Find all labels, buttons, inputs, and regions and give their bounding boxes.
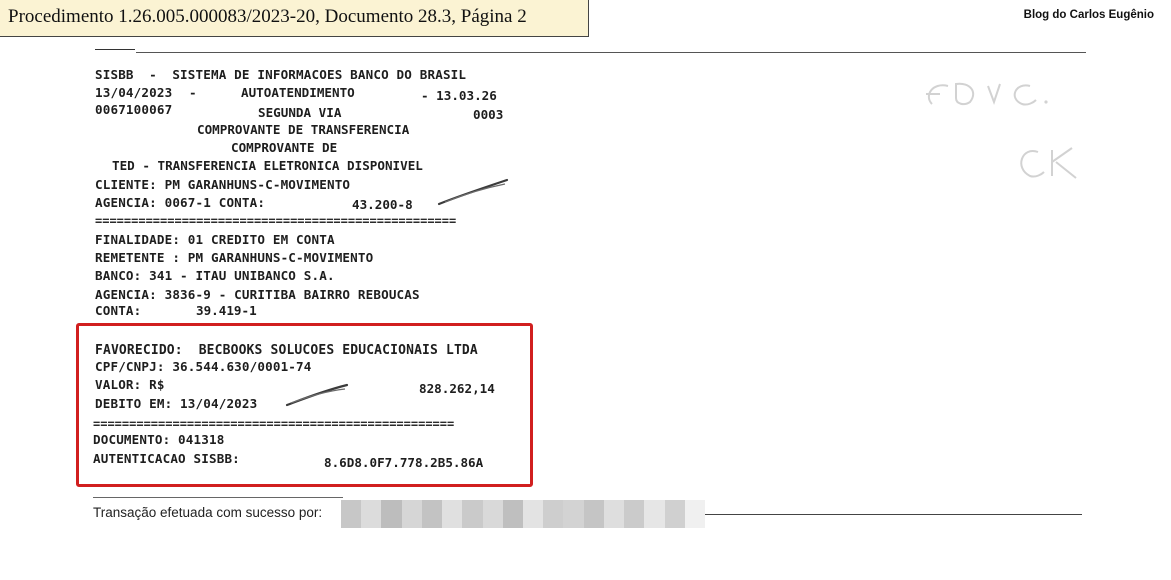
receipt-title-3: TED - TRANSFERENCIA ELETRONICA DISPONIVEL (112, 158, 423, 173)
separator-line: ================================================== (95, 216, 457, 226)
authentication-code: 8.6D8.0F7.778.2B5.86A (324, 455, 484, 470)
purpose-line: FINALIDADE: 01 CREDITO EM CONTA (95, 232, 335, 247)
terminal-id: 0067100067 (95, 102, 173, 117)
sender-line: REMETENTE : PM GARANHUNS-C-MOVIMENTO (95, 250, 374, 265)
document-number-line: DOCUMENTO: 041318 (93, 432, 225, 447)
system-line: SISBB - SISTEMA DE INFORMACOES BANCO DO BRASIL (95, 67, 467, 82)
debit-date-line: DEBITO EM: 13/04/2023 (95, 396, 258, 411)
agency-account-value: 43.200-8 (352, 197, 413, 212)
blog-credit: Blog do Carlos Eugênio (1023, 9, 1154, 21)
client-line: CLIENTE: PM GARANHUNS-C-MOVIMENTO (95, 177, 351, 192)
destination-account-label: CONTA: (95, 303, 142, 318)
top-rule-short (95, 49, 135, 50)
beneficiary-tax-id: CPF/CNPJ: 36.544.630/0001-74 (95, 359, 312, 374)
beneficiary-separator: ================================================== (93, 419, 455, 429)
authentication-label: AUTENTICACAO SISBB: (93, 451, 240, 466)
redacted-name-block (341, 500, 705, 528)
handwritten-pencil-marks (918, 72, 1108, 192)
sequence-number: 0003 (473, 107, 504, 122)
signature-line (705, 514, 1082, 515)
receipt-title-2: COMPROVANTE DE (231, 140, 338, 155)
agency-account-label: AGENCIA: 0067-1 CONTA: (95, 195, 266, 210)
receipt-title-1: COMPROVANTE DE TRANSFERENCIA (197, 122, 410, 137)
pen-tick-mark (283, 381, 353, 411)
copy-type: SEGUNDA VIA (258, 105, 342, 120)
document-reference-label: Procedimento 1.26.005.000083/2023-20, Documento 28.3, Página 2 (0, 0, 589, 37)
destination-account-value: 39.419-1 (196, 303, 257, 318)
system-version: - 13.03.26 (421, 88, 497, 103)
destination-agency-line: AGENCIA: 3836-9 - CURITIBA BAIRRO REBOUCAS (95, 287, 420, 302)
amount-label: VALOR: R$ (95, 377, 165, 392)
channel-label: AUTOATENDIMENTO (241, 85, 355, 100)
pen-tick-mark (435, 176, 515, 210)
footer-top-rule (93, 497, 343, 498)
top-rule (136, 52, 1086, 53)
receipt-date-dash: - (189, 85, 197, 100)
bank-line: BANCO: 341 - ITAU UNIBANCO S.A. (95, 268, 335, 283)
transaction-success-text: Transação efetuada com sucesso por: (93, 505, 323, 520)
amount-value: 828.262,14 (419, 381, 495, 396)
receipt-date: 13/04/2023 (95, 85, 173, 100)
beneficiary-name: FAVORECIDO: BECBOOKS SOLUCOES EDUCACIONAIS LTDA (95, 343, 478, 358)
